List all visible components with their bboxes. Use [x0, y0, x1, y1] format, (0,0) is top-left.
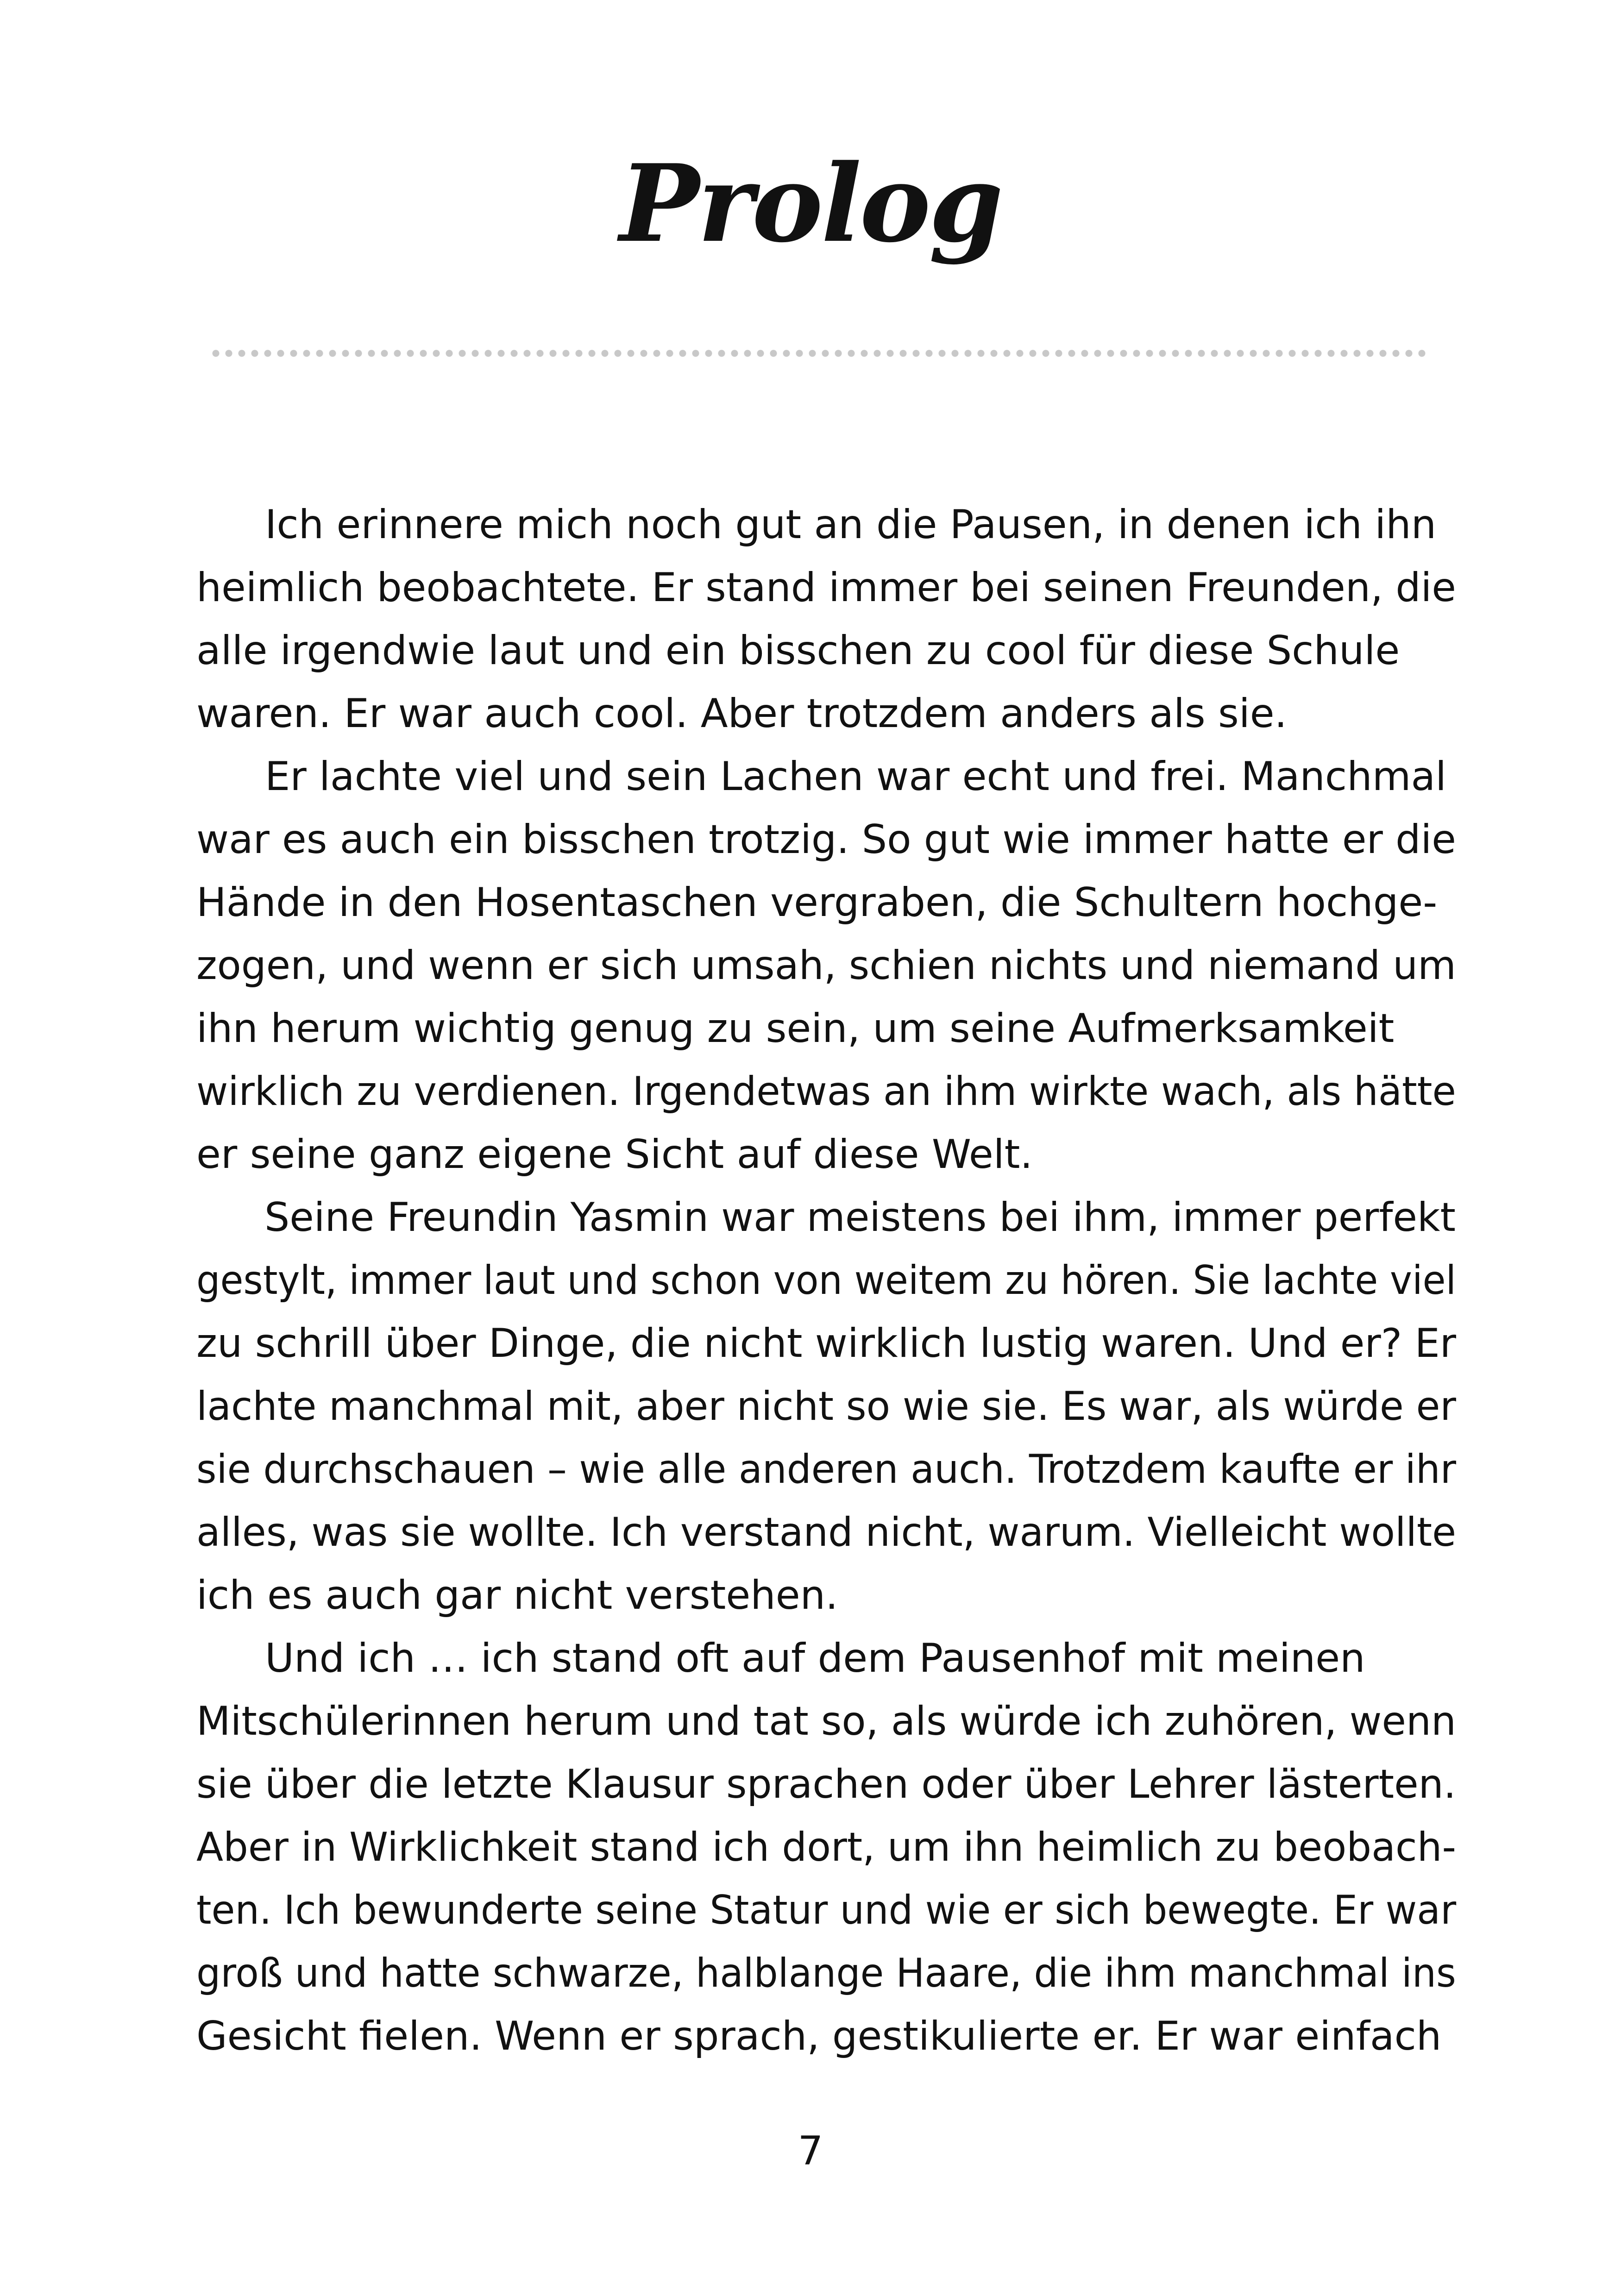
paragraph-4-line-2: Mitschülerinnen herum und tat so, als würde ich zuhören, wenn	[196, 1698, 1457, 1744]
paragraph-1-line-3: alle irgendwie laut und ein bisschen zu cool für diese Schule	[196, 627, 1400, 674]
paragraph-3-line-3: zu schrill über Dinge, die nicht wirklich lustig waren. Und er? Er	[196, 1320, 1457, 1367]
paragraph-4-line-4: Aber in Wirklichkeit stand ich dort, um ihn heimlich zu beobach-	[196, 1824, 1457, 1870]
paragraph-2-line-2: war es auch ein bisschen trotzig. So gut wie immer hatte er die	[196, 816, 1456, 863]
paragraph-1-line-4: waren. Er war auch cool. Aber trotzdem anders als sie.	[196, 690, 1287, 737]
paragraph-2-line-1: Er lachte viel und sein Lachen war echt und frei. Manchmal	[265, 753, 1447, 800]
paragraph-2-line-5: ihn herum wichtig genug zu sein, um seine Aufmerksamkeit	[196, 1005, 1395, 1052]
chapter-title: Prolog	[619, 141, 1002, 266]
dotted-divider	[209, 350, 1427, 357]
paragraph-3-line-2: gestylt, immer laut und schon von weitem zu hören. Sie lachte viel	[196, 1257, 1457, 1304]
paragraph-4-line-7: Gesicht fielen. Wenn er sprach, gestikulierte er. Er war einfach	[196, 2013, 1442, 2059]
paragraph-3-line-6: alles, was sie wollte. Ich verstand nicht, warum. Vielleicht wollte	[196, 1509, 1457, 1556]
paragraph-3-line-5: sie durchschauen – wie alle anderen auch. Trotzdem kaufte er ihr	[196, 1446, 1457, 1493]
paragraph-2-line-3: Hände in den Hosentaschen vergraben, die Schultern hochge-	[196, 879, 1438, 926]
paragraph-3-line-1: Seine Freundin Yasmin war meistens bei ihm, immer perfekt	[264, 1194, 1456, 1241]
body-text	[196, 493, 1456, 2068]
paragraph-3-line-4: lachte manchmal mit, aber nicht so wie sie. Es war, als würde er	[196, 1383, 1456, 1430]
paragraph-4-line-5: ten. Ich bewunderte seine Statur und wie er sich bewegte. Er war	[196, 1887, 1457, 1933]
paragraph-4-line-3: sie über die letzte Klausur sprachen oder über Lehrer lästerten.	[196, 1761, 1456, 1807]
paragraph-1-line-2: heimlich beobachtete. Er stand immer bei seinen Freunden, die	[196, 565, 1456, 611]
paragraph-2-line-4: zogen, und wenn er sich umsah, schien nichts und niemand um	[196, 942, 1457, 989]
paragraph-2-line-7: er seine ganz eigene Sicht auf diese Welt.	[196, 1131, 1033, 1178]
paragraph-4-line-6: groß und hatte schwarze, halblange Haare, die ihm manchmal ins	[196, 1950, 1456, 1996]
paragraph-3-line-7: ich es auch gar nicht verstehen.	[196, 1572, 838, 1618]
page-number: 7	[798, 2128, 823, 2174]
paragraph-4-line-1: Und ich … ich stand oft auf dem Pausenhof mit meinen	[265, 1635, 1365, 1681]
paragraph-1-line-1: Ich erinnere mich noch gut an die Pausen, in denen ich ihn	[265, 502, 1437, 548]
paragraph-2-line-6: wirklich zu verdienen. Irgendetwas an ihm wirkte wach, als hätte	[196, 1068, 1456, 1115]
